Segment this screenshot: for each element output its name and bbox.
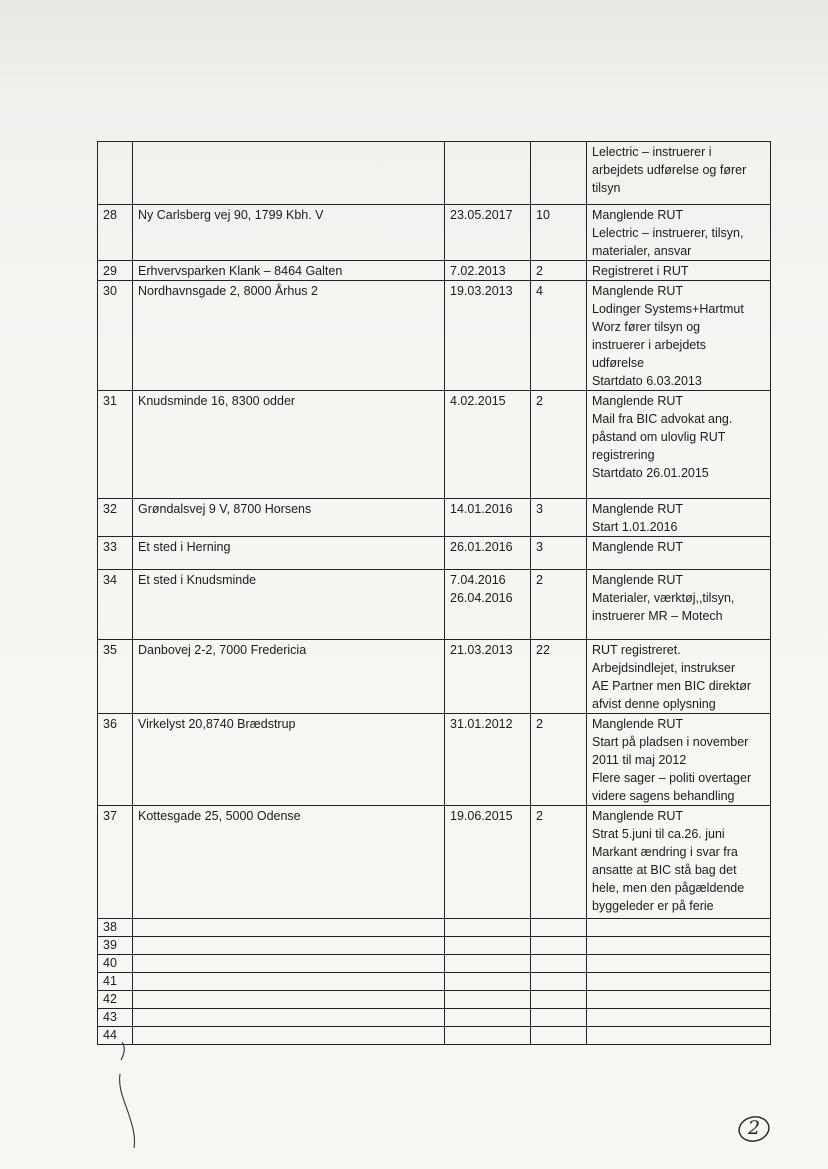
row-note-line: Manglende RUT [592, 573, 684, 587]
row-note-line: Manglende RUT [592, 717, 684, 731]
row-note-line: Startdato 26.01.2015 [592, 466, 709, 480]
table-row [98, 281, 771, 391]
row-date: 4.02.2015 [450, 394, 506, 408]
empty-cell [445, 1027, 531, 1045]
row-address: Ny Carlsberg vej 90, 1799 Kbh. V [133, 205, 445, 261]
empty-cell [133, 1009, 445, 1027]
row-date: 7.04.2016 [450, 573, 506, 587]
row-notes [587, 205, 771, 261]
row-note-line: arbejdets udførelse og fører [592, 163, 747, 177]
row-count [531, 142, 587, 205]
empty-cell [133, 991, 445, 1009]
row-address: Knudsminde 16, 8300 odder [133, 391, 445, 499]
row-note-line: påstand om ulovlig RUT [592, 430, 726, 444]
row-number: 40 [98, 955, 133, 973]
row-note-line: Start på pladsen i november [592, 735, 749, 749]
row-note-line: Flere sager – politi overtager [592, 771, 752, 785]
empty-cell [531, 937, 587, 955]
row-dates [445, 205, 531, 261]
empty-cell [133, 919, 445, 937]
row-date: 31.01.2012 [450, 717, 513, 731]
empty-cell [531, 991, 587, 1009]
empty-cell [445, 955, 531, 973]
row-notes [587, 806, 771, 919]
empty-cell [587, 1027, 771, 1045]
row-dates [445, 391, 531, 499]
row-number: 30 [98, 281, 133, 391]
row-notes [587, 261, 771, 281]
row-note-line: Mail fra BIC advokat ang. [592, 412, 733, 426]
row-date: 14.01.2016 [450, 502, 513, 516]
row-number [98, 142, 133, 205]
table-row-empty [98, 973, 771, 991]
row-note-line: Startdato 6.03.2013 [592, 374, 702, 388]
row-number: 33 [98, 537, 133, 570]
row-notes [587, 391, 771, 499]
empty-cell [531, 1009, 587, 1027]
empty-cell [445, 937, 531, 955]
row-note-line: hele, men den pågældende [592, 881, 745, 895]
row-count: 4 [531, 281, 587, 391]
table-row [98, 391, 771, 499]
row-note-line: Start 1.01.2016 [592, 520, 678, 534]
row-count: 2 [531, 391, 587, 499]
empty-cell [133, 937, 445, 955]
empty-cell [133, 973, 445, 991]
table-row [98, 142, 771, 205]
row-number: 32 [98, 499, 133, 537]
table-row-empty [98, 1027, 771, 1045]
row-count: 22 [531, 640, 587, 714]
row-note-line: registrering [592, 448, 655, 462]
row-note-line: Manglende RUT [592, 502, 684, 516]
row-address: Et sted i Knudsminde [133, 570, 445, 640]
row-number: 37 [98, 806, 133, 919]
empty-cell [587, 991, 771, 1009]
row-note-line: Arbejdsindlejet, instrukser [592, 661, 736, 675]
row-dates [445, 806, 531, 919]
row-notes [587, 570, 771, 640]
row-note-line: ansatte at BIC stå bag det [592, 863, 737, 877]
row-note-line: AE Partner men BIC direktør [592, 679, 752, 693]
row-number: 35 [98, 640, 133, 714]
row-note-line: Manglende RUT [592, 394, 684, 408]
row-date: 26.01.2016 [450, 540, 513, 554]
row-count: 2 [531, 570, 587, 640]
row-count: 2 [531, 806, 587, 919]
row-number: 29 [98, 261, 133, 281]
row-note-line: Lelectric – instruerer i [592, 145, 712, 159]
row-number: 41 [98, 973, 133, 991]
row-address: Danbovej 2-2, 7000 Fredericia [133, 640, 445, 714]
row-note-line: 2011 til maj 2012 [592, 753, 687, 767]
row-dates [445, 281, 531, 391]
table-row-empty [98, 919, 771, 937]
row-date: 19.03.2013 [450, 284, 513, 298]
empty-cell [531, 1027, 587, 1045]
row-address [133, 142, 445, 205]
empty-cell [531, 973, 587, 991]
row-count: 3 [531, 537, 587, 570]
case-table [97, 141, 771, 1045]
table-row-empty [98, 937, 771, 955]
row-number: 39 [98, 937, 133, 955]
row-notes [587, 281, 771, 391]
row-number: 31 [98, 391, 133, 499]
row-address: Erhvervsparken Klank – 8464 Galten [133, 261, 445, 281]
row-number: 38 [98, 919, 133, 937]
row-number: 44 [98, 1027, 133, 1045]
row-number: 36 [98, 714, 133, 806]
row-number: 34 [98, 570, 133, 640]
empty-cell [531, 955, 587, 973]
row-dates [445, 570, 531, 640]
row-note-line: Worz fører tilsyn og [592, 320, 701, 334]
row-dates [445, 499, 531, 537]
row-address: Et sted i Herning [133, 537, 445, 570]
row-note-line: tilsyn [592, 181, 621, 195]
table-row [98, 570, 771, 640]
row-count: 3 [531, 499, 587, 537]
row-notes [587, 640, 771, 714]
margin-pen-stroke [112, 1040, 152, 1155]
page-number [737, 1113, 773, 1145]
row-note-line: RUT registreret. [592, 643, 681, 657]
row-dates [445, 640, 531, 714]
row-dates [445, 142, 531, 205]
table-row-empty [98, 1009, 771, 1027]
table-row [98, 261, 771, 281]
row-address: Kottesgade 25, 5000 Odense [133, 806, 445, 919]
row-dates [445, 261, 531, 281]
row-count: 2 [531, 261, 587, 281]
row-address: Nordhavnsgade 2, 8000 Århus 2 [133, 281, 445, 391]
empty-cell [133, 955, 445, 973]
table-row [98, 537, 771, 570]
page-number-text: 2 [747, 1117, 761, 1139]
row-note-line: Manglende RUT [592, 540, 684, 554]
row-dates [445, 714, 531, 806]
row-note-line: afvist denne oplysning [592, 697, 716, 711]
row-count: 2 [531, 714, 587, 806]
row-date: 26.04.2016 [450, 591, 513, 605]
row-note-line: instruerer i arbejdets [592, 338, 706, 352]
empty-cell [133, 1027, 445, 1045]
row-note-line: Strat 5.juni til ca.26. juni [592, 827, 725, 841]
row-note-line: videre sagens behandling [592, 789, 735, 803]
row-notes [587, 537, 771, 570]
row-dates [445, 537, 531, 570]
row-notes [587, 142, 771, 205]
row-date: 21.03.2013 [450, 643, 513, 657]
row-date: 7.02.2013 [450, 264, 506, 278]
row-number: 42 [98, 991, 133, 1009]
row-note-line: Manglende RUT [592, 284, 684, 298]
empty-cell [445, 1009, 531, 1027]
row-address: Virkelyst 20,8740 Brædstrup [133, 714, 445, 806]
empty-cell [445, 973, 531, 991]
row-note-line: Materialer, værktøj,,tilsyn, [592, 591, 735, 605]
empty-cell [587, 919, 771, 937]
row-note-line: Manglende RUT [592, 809, 684, 823]
table-row [98, 640, 771, 714]
empty-cell [445, 991, 531, 1009]
empty-cell [587, 1009, 771, 1027]
table-row [98, 714, 771, 806]
row-note-line: Manglende RUT [592, 208, 684, 222]
row-note-line: Markant ændring i svar fra [592, 845, 738, 859]
table-row-empty [98, 991, 771, 1009]
empty-cell [587, 937, 771, 955]
row-number: 28 [98, 205, 133, 261]
row-date: 19.06.2015 [450, 809, 513, 823]
row-note-line: instruerer MR – Motech [592, 609, 723, 623]
row-note-line: materialer, ansvar [592, 244, 692, 258]
empty-cell [445, 919, 531, 937]
row-count: 10 [531, 205, 587, 261]
row-notes [587, 714, 771, 806]
table-row [98, 806, 771, 919]
row-note-line: Lelectric – instruerer, tilsyn, [592, 226, 744, 240]
row-address: Grøndalsvej 9 V, 8700 Horsens [133, 499, 445, 537]
row-notes [587, 499, 771, 537]
empty-cell [531, 919, 587, 937]
row-number: 43 [98, 1009, 133, 1027]
table-row [98, 499, 771, 537]
table-row-empty [98, 955, 771, 973]
empty-cell [587, 955, 771, 973]
row-note-line: byggeleder er på ferie [592, 899, 714, 913]
table-row [98, 205, 771, 261]
row-note-line: Registreret i RUT [592, 264, 689, 278]
row-date: 23.05.2017 [450, 208, 513, 222]
row-note-line: udførelse [592, 356, 645, 370]
row-note-line: Lodinger Systems+Hartmut [592, 302, 744, 316]
empty-cell [587, 973, 771, 991]
